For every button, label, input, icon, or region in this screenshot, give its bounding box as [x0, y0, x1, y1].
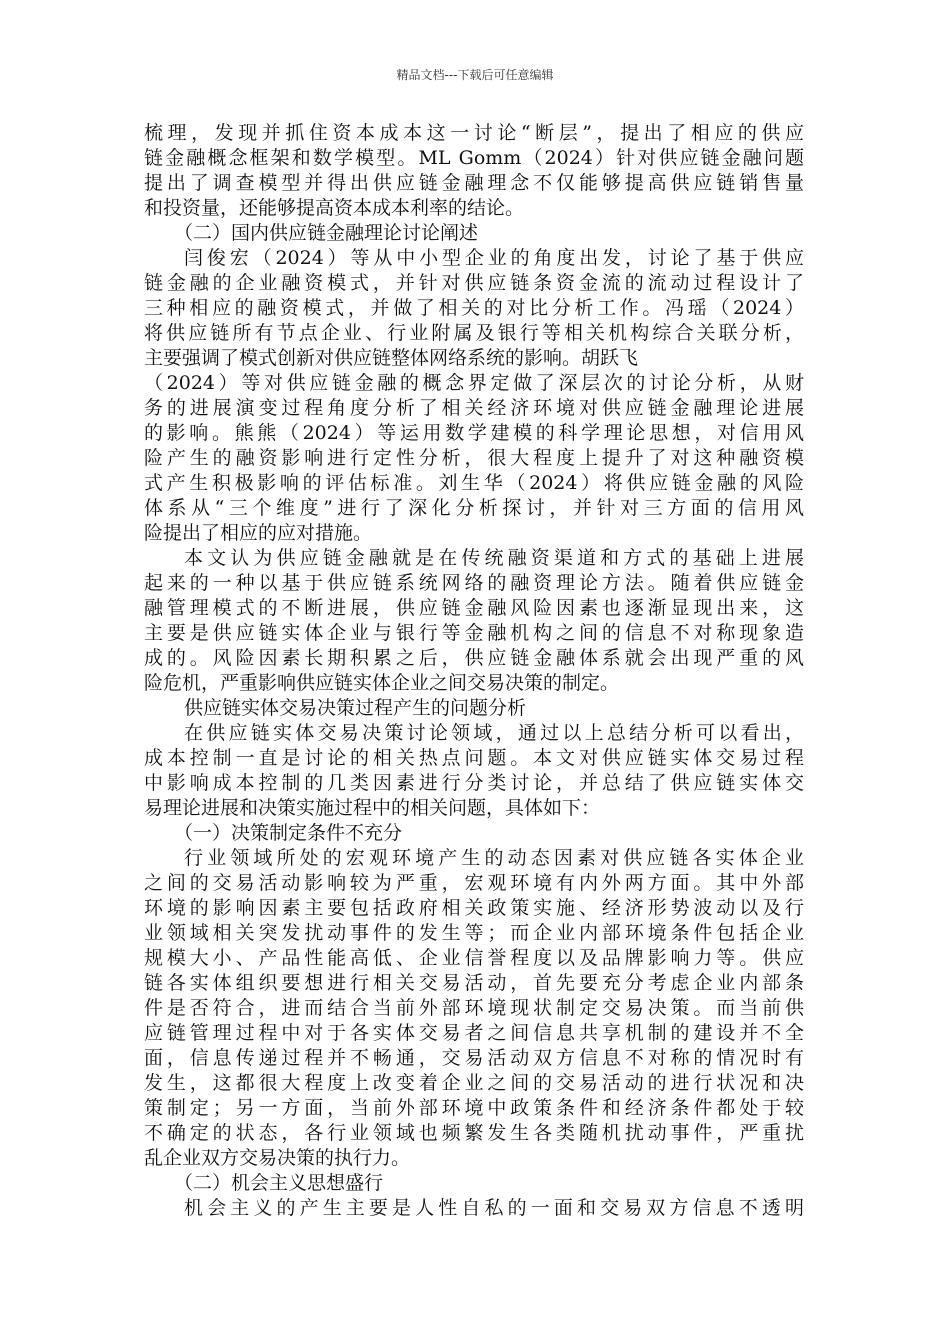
text-line: 链各实体组织要想进行相关交易活动，首先要充分考虑企业内部条: [144, 972, 804, 994]
text-line: 行业领域所处的宏观环境产生的动态因素对供应链各实体企业: [184, 847, 804, 869]
text-line: 发生，这都很大程度上改变着企业之间的交易活动的进行状况和决: [144, 1072, 804, 1094]
text-line: 之间的交易活动影响较为严重，宏观环境有内外两方面。其中外部: [144, 872, 804, 894]
text-line: 环境的影响因素主要包括政府相关政策实施、经济形势波动以及行: [144, 897, 804, 919]
text-line: 乱企业双方交易决策的执行力。: [144, 1147, 411, 1169]
document-body: [144, 121, 804, 1221]
text-line: 梳理，发现并抓住资本成本这一讨论“断层”，提出了相应的供应: [144, 122, 804, 144]
text-line: 链金融的企业融资模式，并针对供应链条资金流的流动过程设计了: [144, 272, 804, 294]
text-line: 策制定；另一方面，当前外部环境中政策条件和经济条件都处于较: [144, 1097, 804, 1119]
text-line: 成本控制一直是讨论的相关热点问题。本文对供应链实体交易过程: [144, 747, 804, 769]
text-line: 和投资量，还能够提高资本成本利率的结论。: [144, 197, 525, 219]
text-line: 务的进展演变过程角度分析了相关经济环境对供应链金融理论进展: [144, 397, 804, 419]
section-heading: （一）决策制定条件不充分: [174, 822, 403, 844]
section-heading: （二）国内供应链金融理论讨论阐述: [174, 222, 479, 244]
text-line: 主要强调了模式创新对供应链整体网络系统的影响。胡跃飞: [144, 347, 639, 369]
text-line: 应链管理过程中对于各实体交易者之间信息共享机制的建设并不全: [144, 1022, 804, 1044]
text-line: 式产生积极影响的评估标准。刘生华（2024）将供应链金融的风险: [144, 472, 804, 494]
text-line: 中影响成本控制的几类因素进行分类讨论，并总结了供应链实体交: [144, 772, 804, 794]
text-line: 提出了调查模型并得出供应链金融理念不仅能够提高供应链销售量: [144, 172, 804, 194]
text-line: 业领域相关突发扰动事件的发生等；而企业内部环境条件包括企业: [144, 922, 804, 944]
text-line: 险产生的融资影响进行定性分析，很大程度上提升了对这种融资模: [144, 447, 804, 469]
section-heading: （二）机会主义思想盛行: [174, 1172, 384, 1194]
text-line: 主要是供应链实体企业与银行等金融机构之间的信息不对称现象造: [144, 622, 804, 644]
text-line: 融管理模式的不断进展，供应链金融风险因素也逐渐显现出来，这: [144, 597, 804, 619]
text-line: 件是否符合，进而结合当前外部环境现状制定交易决策。而当前供: [144, 997, 804, 1019]
text-line: 链金融概念框架和数学模型。ML Gomm（2024）针对供应链金融问题: [144, 147, 804, 169]
section-heading: 供应链实体交易决策过程产生的问题分析: [184, 697, 527, 719]
text-line: 起来的一种以基于供应链系统网络的融资理论方法。随着供应链金: [144, 572, 804, 594]
text-line: （2024）等对供应链金融的概念界定做了深层次的讨论分析，从财: [144, 372, 804, 394]
text-line: 面，信息传递过程并不畅通，交易活动双方信息不对称的情况时有: [144, 1047, 804, 1069]
text-line: 不确定的状态，各行业领域也频繁发生各类随机扰动事件，严重扰: [144, 1122, 804, 1144]
text-line: 机会主义的产生主要是人性自私的一面和交易双方信息不透明: [184, 1197, 804, 1219]
text-line: 将供应链所有节点企业、行业附属及银行等相关机构综合关联分析，: [144, 322, 804, 344]
text-line: 三种相应的融资模式，并做了相关的对比分析工作。冯瑶（2024）: [144, 297, 804, 319]
text-line: 体系从“三个维度”进行了深化分析探讨，并针对三方面的信用风: [144, 497, 804, 519]
text-line: 闫俊宏（2024）等从中小型企业的角度出发，讨论了基于供应: [184, 247, 804, 269]
text-line: 的影响。熊熊（2024）等运用数学建模的科学理论思想，对信用风: [144, 422, 804, 444]
text-line: 险危机，严重影响供应链实体企业之间交易决策的制定。: [144, 672, 620, 694]
text-line: 易理论进展和决策实施过程中的相关问题，具体如下：: [144, 797, 601, 819]
text-line: 规模大小、产品性能高低、企业信誉程度以及品牌影响力等。供应: [144, 947, 804, 969]
text-line: 成的。风险因素长期积累之后，供应链金融体系就会出现严重的风: [144, 647, 804, 669]
page-header: 精品文档---下载后可任意编辑: [396, 68, 554, 82]
text-line: 险提出了相应的应对措施。: [144, 522, 373, 544]
text-line: 本文认为供应链金融就是在传统融资渠道和方式的基础上进展: [184, 547, 804, 569]
text-line: 在供应链实体交易决策讨论领域，通过以上总结分析可以看出，: [184, 722, 804, 744]
